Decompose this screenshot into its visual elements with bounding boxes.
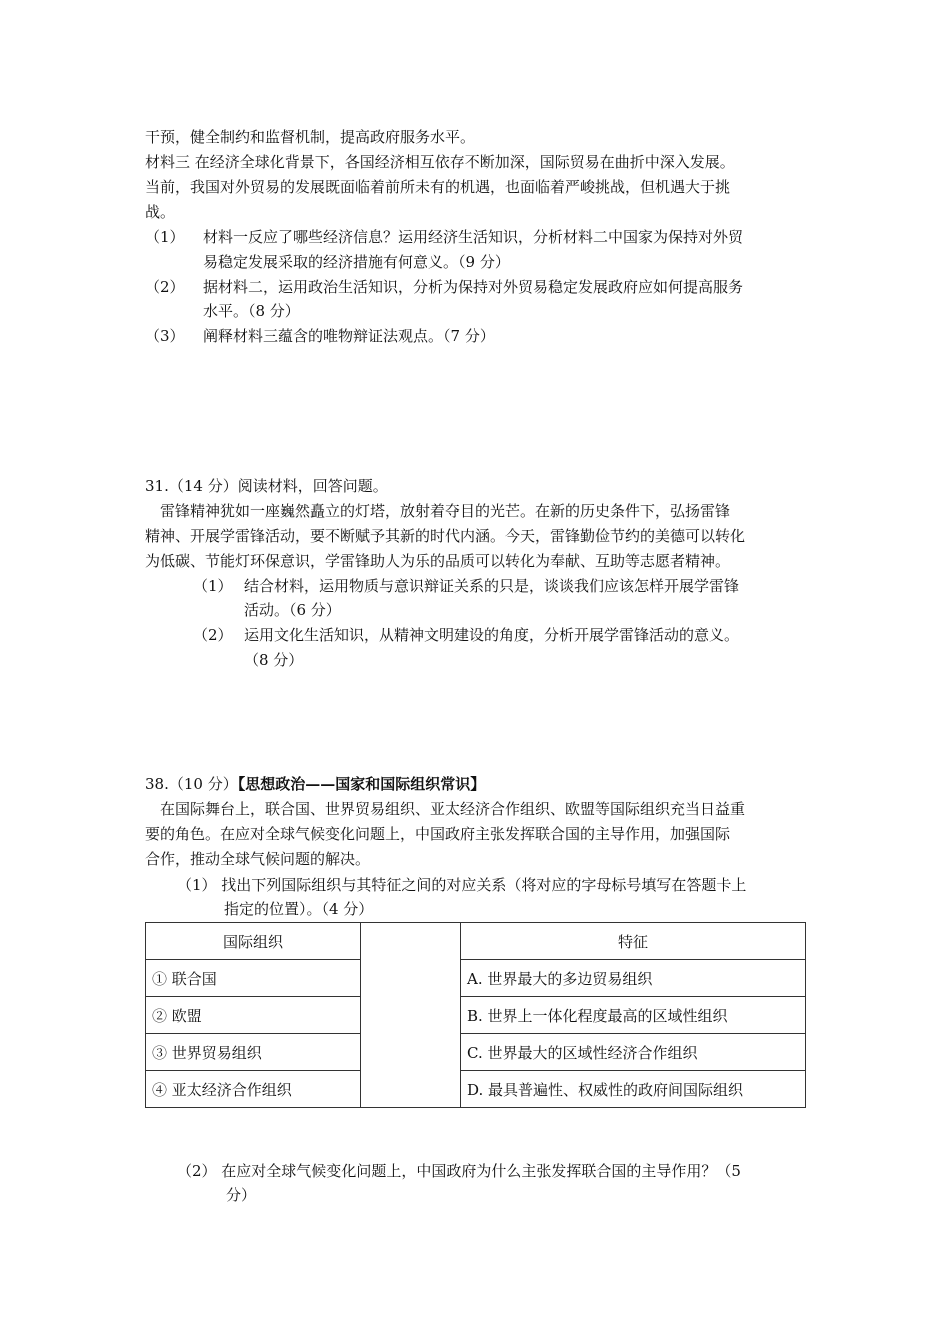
- paragraph-line: 为低碳、节能灯环保意识，学雷锋助人为乐的品质可以转化为奉献、互助等志愿者精神。: [145, 552, 731, 570]
- org-cell: ④ 亚太经济合作组织: [146, 1071, 361, 1108]
- section-title: 【思想政治——国家和国际组织常识】: [237, 775, 486, 793]
- feature-cell: B. 世界上一体化程度最高的区域性组织: [461, 997, 806, 1034]
- table-row: [146, 1034, 806, 1071]
- paragraph-line: 在国际舞台上，联合国、世界贸易组织、亚太经济合作组织、欧盟等国际组织充当日益重: [160, 800, 746, 818]
- org-cell: ③ 世界贸易组织: [146, 1034, 361, 1071]
- feature-cell: A. 世界最大的多边贸易组织: [461, 960, 806, 997]
- table-row: [146, 960, 806, 997]
- question-text: 材料一反应了哪些经济信息？运用经济生活知识，分析材料二中国家为保持对外贸: [203, 228, 744, 246]
- question-text: 易稳定发展采取的经济措施有何意义。（9 分）: [203, 253, 510, 271]
- question-text: 结合材料，运用物质与意识辩证关系的只是，谈谈我们应该怎样开展学雷锋: [244, 577, 740, 595]
- matching-table: [145, 922, 806, 1108]
- feature-cell: D. 最具普遍性、权威性的政府间国际组织: [461, 1071, 806, 1108]
- question-number: （3）: [145, 327, 185, 345]
- question-number: （1）: [145, 228, 185, 246]
- question-number: 38.（10 分）: [145, 775, 238, 793]
- material3-line: 材料三 在经济全球化背景下，各国经济相互依存不断加深，国际贸易在曲折中深入发展。: [145, 153, 735, 171]
- question-text: （2） 在应对全球气候变化问题上，中国政府为什么主张发挥联合国的主导作用？（5: [177, 1162, 741, 1180]
- question-text: （1） 找出下列国际组织与其特征之间的对应关系（将对应的字母标号填写在答题卡上: [177, 876, 747, 894]
- material3-line: 战。: [145, 203, 176, 221]
- question-header: 31.（14 分）阅读材料，回答问题。: [145, 477, 388, 495]
- question-text: 运用文化生活知识，从精神文明建设的角度，分析开展学雷锋活动的意义。: [244, 626, 740, 644]
- material3-line: 当前，我国对外贸易的发展既面临着前所未有的机遇，也面临着严峻挑战，但机遇大于挑: [145, 178, 731, 196]
- table-header-org: 国际组织: [146, 923, 361, 960]
- question-text: 据材料二，运用政治生活知识，分析为保持对外贸易稳定发展政府应如何提高服务: [203, 278, 744, 296]
- paragraph-line: 雷锋精神犹如一座巍然矗立的灯塔，放射着夺目的光芒。在新的历史条件下，弘扬雷锋: [160, 502, 731, 520]
- org-cell: ② 欧盟: [146, 997, 361, 1034]
- table-blank-column: [361, 923, 461, 1108]
- question-header: [145, 774, 485, 794]
- question-text: 活动。（6 分）: [244, 601, 341, 619]
- question-text: 指定的位置）。（4 分）: [224, 900, 374, 918]
- question-number: （2）: [193, 626, 233, 644]
- table-header-feature: 特征: [461, 923, 806, 960]
- table-row: [146, 1071, 806, 1108]
- question-text: （8 分）: [244, 651, 304, 669]
- paragraph-line: 要的角色。在应对全球气候变化问题上，中国政府主张发挥联合国的主导作用，加强国际: [145, 825, 731, 843]
- question-text: 阐释材料三蕴含的唯物辩证法观点。（7 分）: [203, 327, 495, 345]
- question-text: 水平。（8 分）: [203, 302, 300, 320]
- paragraph-line: 精神、开展学雷锋活动，要不断赋予其新的时代内涵。今天，雷锋勤俭节约的美德可以转化: [145, 527, 746, 545]
- table-header-row: [146, 923, 806, 960]
- question-number: （2）: [145, 278, 185, 296]
- feature-cell: C. 世界最大的区域性经济合作组织: [461, 1034, 806, 1071]
- text-line: 干预，健全制约和监督机制，提高政府服务水平。: [145, 128, 476, 146]
- question-number: （1）: [193, 577, 233, 595]
- org-cell: ① 联合国: [146, 960, 361, 997]
- table-row: [146, 997, 806, 1034]
- question-text: 分）: [226, 1186, 257, 1204]
- paragraph-line: 合作，推动全球气候问题的解决。: [145, 850, 371, 868]
